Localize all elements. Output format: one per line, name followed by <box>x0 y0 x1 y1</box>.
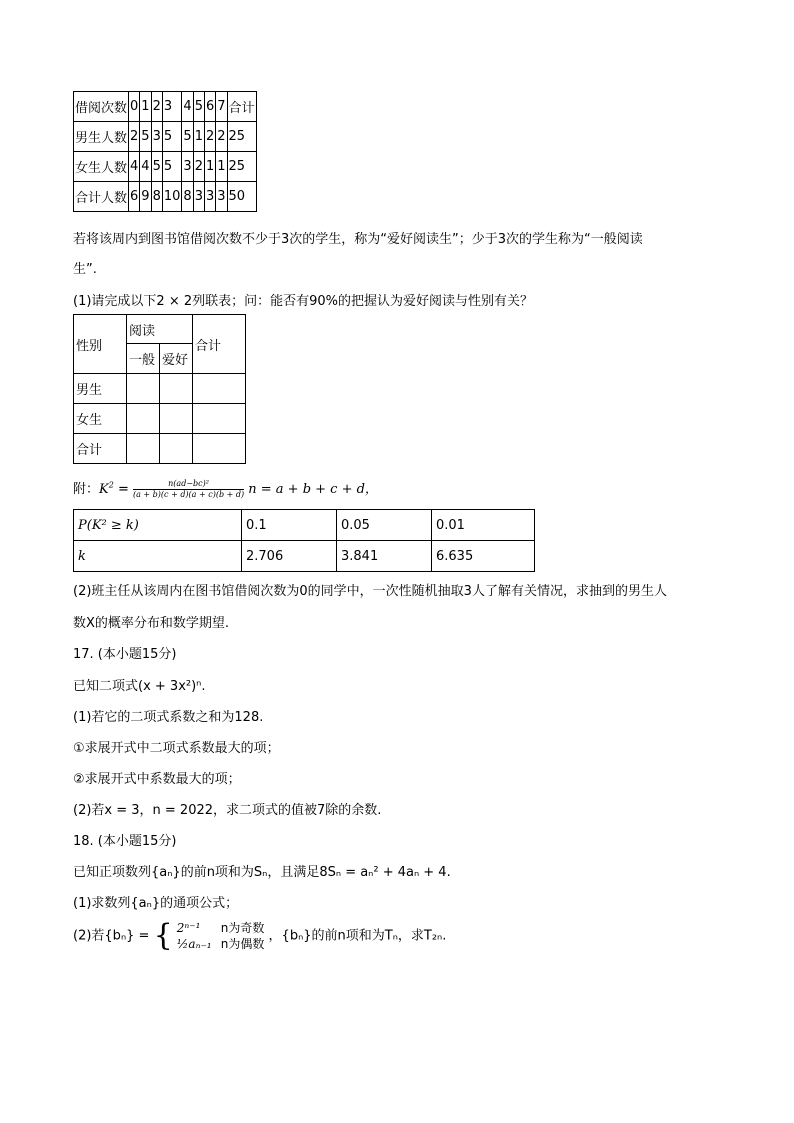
table-cell: 2 <box>216 122 227 152</box>
problem-18-title: 18. (本小题15分) <box>73 834 177 849</box>
table-cell: 合计 <box>227 92 256 122</box>
table-cell: 0 <box>129 92 140 122</box>
table-cell: 2 <box>129 122 140 152</box>
table-cell: 5 <box>140 122 151 152</box>
table-cell: 2 <box>204 122 215 152</box>
table-cell: 4 <box>129 152 140 182</box>
problem-18-intro: 已知正项数列{aₙ}的前n项和为Sₙ，且满足8Sₙ = aₙ² + 4aₙ + 4. <box>73 865 451 880</box>
table-cell: 6 <box>129 182 140 212</box>
table-cell: 1 <box>193 122 204 152</box>
cv-header-label: P(K² ≥ k) <box>74 510 242 541</box>
table-cell: 2 <box>151 92 162 122</box>
formula-k2: $K^2$ <box>99 480 114 497</box>
table-cell: 50 <box>227 182 256 212</box>
critical-value-table <box>73 509 535 572</box>
problem-17-part2: (2)若x = 3，n = 2022，求二项式的值被7除的余数. <box>73 803 382 818</box>
cv-value: 6.635 <box>432 541 535 572</box>
table-cell: 5 <box>162 122 182 152</box>
problem-17-part1b: ②求展开式中系数最大的项； <box>73 772 241 787</box>
formula-line: 附：$K^2$ = $\frac{\text{n(ad−bc)²}}{(a + b)(c + d)(a + c)(b + d)}$ n = a + b + c + d， <box>73 479 378 499</box>
table-cell: 7 <box>216 92 227 122</box>
table-cell: 2 <box>193 152 204 182</box>
table-cell: 5 <box>193 92 204 122</box>
row-header-cell: 女生人数 <box>74 152 129 182</box>
table-cell: 25 <box>227 152 256 182</box>
empty-cell <box>193 404 246 434</box>
formula-denominator: (a + b)(c + d)(a + c)(b + d) <box>133 490 245 499</box>
case1-expr: 2ⁿ⁻¹ <box>176 921 201 935</box>
formula-suffix: n = a + b + c + d， <box>248 482 378 497</box>
table-cell: 3 <box>162 92 182 122</box>
table-cell: 1 <box>140 92 151 122</box>
cv-row-label: k <box>74 541 242 572</box>
case1-condition: n为奇数 <box>220 921 265 935</box>
table-cell: 9 <box>140 182 151 212</box>
borrow-count-table <box>73 91 257 212</box>
piecewise-cases <box>177 920 265 952</box>
header-reading: 阅读 <box>127 315 193 344</box>
table-cell: 5 <box>162 152 182 182</box>
case2-expr: ½aₙ₋₁ <box>176 937 212 951</box>
table-row <box>74 182 257 212</box>
table-cell: 1 <box>216 152 227 182</box>
cv-value: 2.706 <box>242 541 337 572</box>
table-cell: 5 <box>151 152 162 182</box>
empty-cell <box>193 434 246 464</box>
paragraph-definition: 若将该周内到图书馆借阅次数不少于3次的学生，称为“爱好阅读生”；少于3次的学生称为“一般阅读 <box>73 232 643 247</box>
paragraph-definition-end: 生”. <box>73 262 97 277</box>
table-row <box>74 92 257 122</box>
table-cell: 1 <box>204 152 215 182</box>
table-cell: 4 <box>140 152 151 182</box>
empty-cell <box>127 434 160 464</box>
contingency-table <box>73 314 246 464</box>
cv-value: 3.841 <box>337 541 432 572</box>
table-row <box>74 122 257 152</box>
table-cell: 3 <box>204 182 215 212</box>
piecewise-suffix: ，{bₙ}的前n项和为Tₙ，求T₂ₙ. <box>268 928 447 944</box>
header-total: 合计 <box>193 315 246 374</box>
problem-18-part2 <box>73 920 446 952</box>
cv-header-value: 0.1 <box>242 510 337 541</box>
header-love: 爱好 <box>160 344 193 374</box>
problem-17-title: 17. (本小题15分) <box>73 647 177 662</box>
row-header-cell: 借阅次数 <box>74 92 129 122</box>
row-label-total: 合计 <box>74 434 127 464</box>
problem-18-part1: (1)求数列{aₙ}的通项公式； <box>73 896 239 911</box>
piecewise-prefix: (2)若{bₙ} = <box>73 928 150 944</box>
empty-cell <box>160 404 193 434</box>
empty-cell <box>193 374 246 404</box>
header-gender: 性别 <box>74 315 127 374</box>
table-cell: 10 <box>162 182 182 212</box>
table-cell: 3 <box>193 182 204 212</box>
row-label-female: 女生 <box>74 404 127 434</box>
table-cell: 8 <box>151 182 162 212</box>
table-cell: 5 <box>182 122 193 152</box>
formula-fraction <box>133 479 244 500</box>
empty-cell <box>127 374 160 404</box>
table-row <box>74 152 257 182</box>
cv-header-value: 0.01 <box>432 510 535 541</box>
table-cell: 3 <box>182 152 193 182</box>
table-cell: 4 <box>182 92 193 122</box>
table-cell: 3 <box>151 122 162 152</box>
question-2-line1: (2)班主任从该周内在图书馆借阅次数为0的同学中，一次性随机抽取3人了解有关情况，求抽到的男生人 <box>73 584 667 599</box>
left-brace-icon: { <box>153 918 173 953</box>
question-1: (1)请完成以下2 × 2列联表；问：能否有90%的把握认为爱好阅读与性别有关？ <box>73 294 534 309</box>
row-header-cell: 男生人数 <box>74 122 129 152</box>
row-label-male: 男生 <box>74 374 127 404</box>
case2-condition: n为偶数 <box>220 937 265 951</box>
row-header-cell: 合计人数 <box>74 182 129 212</box>
table-cell: 8 <box>182 182 193 212</box>
table-cell: 3 <box>216 182 227 212</box>
empty-cell <box>127 404 160 434</box>
empty-cell <box>160 434 193 464</box>
table-cell: 25 <box>227 122 256 152</box>
table-cell: 6 <box>204 92 215 122</box>
problem-17-part1: (1)若它的二项式系数之和为128. <box>73 710 264 725</box>
problem-17-part1a: ①求展开式中二项式系数最大的项； <box>73 741 280 756</box>
problem-17-intro: 已知二项式(x + 3x²)ⁿ. <box>73 679 206 694</box>
header-general: 一般 <box>127 344 160 374</box>
question-2-line2: 数X的概率分布和数学期望. <box>73 616 230 631</box>
formula-numerator: n(ad−bc)² <box>133 479 244 490</box>
cv-header-value: 0.05 <box>337 510 432 541</box>
formula-prefix: 附： <box>73 482 100 497</box>
empty-cell <box>160 374 193 404</box>
